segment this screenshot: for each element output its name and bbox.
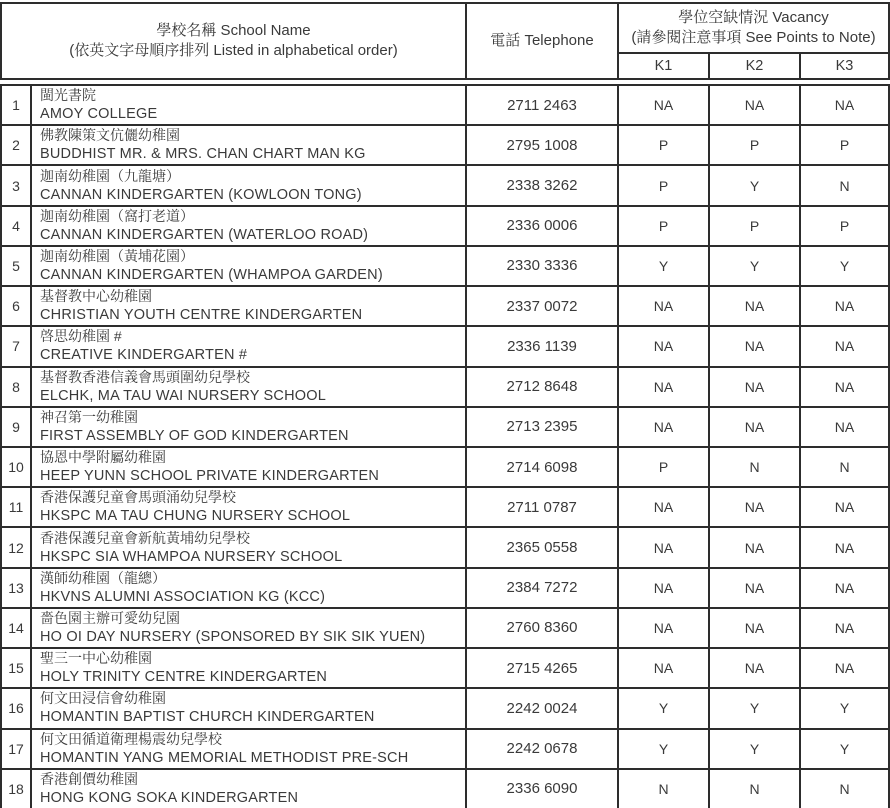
school-name-cell <box>31 407 466 447</box>
school-name-chinese: 聖三一中心幼稚園 <box>40 650 152 667</box>
vacancy-k3-cell: NA <box>800 527 889 567</box>
school-name-english: CANNAN KINDERGARTEN (WATERLOO ROAD) <box>40 226 369 243</box>
row-number: 4 <box>1 206 31 246</box>
school-name-cell <box>31 85 466 125</box>
school-name-english: HKSPC SIA WHAMPOA NURSERY SCHOOL <box>40 548 343 565</box>
school-name-chinese: 基督教香港信義會馬頭圍幼兒學校 <box>40 368 250 385</box>
vacancy-k2-cell: NA <box>709 648 800 688</box>
phone-cell: 2712 8648 <box>466 367 618 407</box>
table-row <box>1 729 889 769</box>
phone-cell: 2338 3262 <box>466 165 618 205</box>
school-name-english: CHRISTIAN YOUTH CENTRE KINDERGARTEN <box>40 307 363 324</box>
vacancy-k3-cell: NA <box>800 85 889 125</box>
vacancy-k3-cell: NA <box>800 487 889 527</box>
vacancy-k1-cell: NA <box>618 487 709 527</box>
school-name-cell <box>31 165 466 205</box>
vacancy-header-line2: (請參閱注意事項 See Points to Note) <box>631 29 876 46</box>
school-name-cell <box>31 729 466 769</box>
vacancy-k1-cell: NA <box>618 85 709 125</box>
vacancy-k3-cell: NA <box>800 608 889 648</box>
vacancy-k2-cell: Y <box>709 688 800 728</box>
vacancy-k2-cell: NA <box>709 487 800 527</box>
vacancy-k3-cell: Y <box>800 688 889 728</box>
row-number: 5 <box>1 246 31 286</box>
table-row <box>1 125 889 165</box>
vacancy-k3-cell: N <box>800 447 889 487</box>
vacancy-k3-cell: P <box>800 206 889 246</box>
table-row <box>1 206 889 246</box>
vacancy-k1-cell: P <box>618 206 709 246</box>
school-name-english: CANNAN KINDERGARTEN (WHAMPOA GARDEN) <box>40 266 383 283</box>
phone-cell: 2336 1139 <box>466 326 618 366</box>
school-name-chinese: 佛教陳策文伉儷幼稚園 <box>40 127 180 144</box>
vacancy-k2-cell: NA <box>709 407 800 447</box>
school-name-english: CREATIVE KINDERGARTEN # <box>40 347 248 364</box>
table-row <box>1 769 889 808</box>
vacancy-k2-cell: NA <box>709 326 800 366</box>
school-table <box>0 84 890 808</box>
phone-cell: 2711 2463 <box>466 85 618 125</box>
row-number: 6 <box>1 286 31 326</box>
school-name-english: HEEP YUNN SCHOOL PRIVATE KINDERGARTEN <box>40 468 380 485</box>
vacancy-k2-cell: N <box>709 447 800 487</box>
vacancy-k3-cell: NA <box>800 326 889 366</box>
vacancy-k2-cell: NA <box>709 527 800 567</box>
phone-cell: 2242 0024 <box>466 688 618 728</box>
phone-cell: 2715 4265 <box>466 648 618 688</box>
school-name-header-line1: 學校名稱 School Name <box>156 22 311 39</box>
phone-cell: 2365 0558 <box>466 527 618 567</box>
vacancy-k1-cell: NA <box>618 608 709 648</box>
school-name-english: HOLY TRINITY CENTRE KINDERGARTEN <box>40 669 328 686</box>
phone-cell: 2384 7272 <box>466 568 618 608</box>
row-number: 11 <box>1 487 31 527</box>
column-header-school-name <box>1 3 466 79</box>
column-header-k3: K3 <box>800 53 889 79</box>
table-row <box>1 85 889 125</box>
school-name-english: HKVNS ALUMNI ASSOCIATION KG (KCC) <box>40 588 326 605</box>
school-name-cell <box>31 326 466 366</box>
school-name-cell <box>31 246 466 286</box>
vacancy-k1-cell: P <box>618 165 709 205</box>
column-header-k1: K1 <box>618 53 709 79</box>
vacancy-k1-cell: NA <box>618 286 709 326</box>
school-name-header-line2: (依英文字母順序排列 Listed in alphabetical order) <box>69 42 398 59</box>
school-name-english: HOMANTIN YANG MEMORIAL METHODIST PRE-SCH <box>40 749 409 766</box>
vacancy-k1-cell: NA <box>618 326 709 366</box>
phone-cell: 2242 0678 <box>466 729 618 769</box>
school-name-chinese: 香港保護兒童會馬頭涌幼兒學校 <box>40 489 236 506</box>
school-name-cell <box>31 568 466 608</box>
school-name-chinese: 迦南幼稚園（九龍塘） <box>40 167 180 184</box>
school-name-chinese: 何文田浸信會幼稚園 <box>40 690 166 707</box>
vacancy-k3-cell: Y <box>800 246 889 286</box>
school-name-cell <box>31 367 466 407</box>
row-number: 9 <box>1 407 31 447</box>
vacancy-k2-cell: P <box>709 206 800 246</box>
table-row <box>1 407 889 447</box>
school-name-cell <box>31 769 466 808</box>
school-name-cell <box>31 527 466 567</box>
vacancy-k2-cell: NA <box>709 286 800 326</box>
school-name-cell <box>31 688 466 728</box>
phone-cell: 2711 0787 <box>466 487 618 527</box>
vacancy-k1-cell: P <box>618 447 709 487</box>
vacancy-k2-cell: NA <box>709 85 800 125</box>
school-name-chinese: 啓思幼稚園 # <box>40 328 122 345</box>
phone-cell: 2330 3336 <box>466 246 618 286</box>
school-name-cell <box>31 447 466 487</box>
school-name-cell <box>31 487 466 527</box>
vacancy-k2-cell: Y <box>709 246 800 286</box>
vacancy-k2-cell: P <box>709 125 800 165</box>
row-number: 13 <box>1 568 31 608</box>
row-number: 18 <box>1 769 31 808</box>
table-row <box>1 568 889 608</box>
row-number: 16 <box>1 688 31 728</box>
vacancy-k3-cell: NA <box>800 648 889 688</box>
phone-cell: 2760 8360 <box>466 608 618 648</box>
table-row <box>1 487 889 527</box>
vacancy-k3-cell: NA <box>800 568 889 608</box>
vacancy-k3-cell: NA <box>800 286 889 326</box>
school-name-chinese: 迦南幼稚園（窩打老道） <box>40 207 194 224</box>
vacancy-k1-cell: Y <box>618 246 709 286</box>
table-row <box>1 608 889 648</box>
phone-cell: 2336 6090 <box>466 769 618 808</box>
vacancy-k1-cell: NA <box>618 367 709 407</box>
row-number: 10 <box>1 447 31 487</box>
table-header <box>0 2 890 80</box>
school-name-chinese: 閩光書院 <box>40 87 96 104</box>
column-header-telephone: 電話 Telephone <box>466 3 618 79</box>
school-name-chinese: 嗇色園主辦可愛幼兒園 <box>40 609 180 626</box>
school-name-chinese: 何文田循道衛理楊震幼兒學校 <box>40 730 222 747</box>
school-name-cell <box>31 648 466 688</box>
vacancy-k1-cell: NA <box>618 527 709 567</box>
vacancy-k1-cell: N <box>618 769 709 808</box>
school-name-chinese: 香港創價幼稚園 <box>40 770 138 787</box>
phone-cell: 2714 6098 <box>466 447 618 487</box>
school-name-english: CANNAN KINDERGARTEN (KOWLOON TONG) <box>40 186 362 203</box>
vacancy-k1-cell: NA <box>618 407 709 447</box>
phone-cell: 2713 2395 <box>466 407 618 447</box>
school-name-english: BUDDHIST MR. & MRS. CHAN CHART MAN KG <box>40 146 366 163</box>
school-name-chinese: 迦南幼稚園（黃埔花園） <box>40 247 194 264</box>
vacancy-k1-cell: NA <box>618 568 709 608</box>
vacancy-k3-cell: NA <box>800 407 889 447</box>
row-number: 1 <box>1 85 31 125</box>
phone-cell: 2795 1008 <box>466 125 618 165</box>
table-row <box>1 447 889 487</box>
school-name-cell <box>31 608 466 648</box>
vacancy-k1-cell: P <box>618 125 709 165</box>
school-name-cell <box>31 206 466 246</box>
column-header-k2: K2 <box>709 53 800 79</box>
school-name-english: AMOY COLLEGE <box>40 106 158 123</box>
school-name-cell <box>31 125 466 165</box>
school-name-english: HKSPC MA TAU CHUNG NURSERY SCHOOL <box>40 508 351 525</box>
vacancy-k1-cell: Y <box>618 729 709 769</box>
table-row <box>1 326 889 366</box>
vacancy-k2-cell: NA <box>709 568 800 608</box>
table-row <box>1 286 889 326</box>
row-number: 8 <box>1 367 31 407</box>
vacancy-k2-cell: NA <box>709 608 800 648</box>
vacancy-k3-cell: Y <box>800 729 889 769</box>
table-row <box>1 527 889 567</box>
school-name-english: HO OI DAY NURSERY (SPONSORED BY SIK SIK YUEN) <box>40 628 426 645</box>
table-row <box>1 246 889 286</box>
vacancy-k3-cell: N <box>800 769 889 808</box>
row-number: 3 <box>1 165 31 205</box>
table-row <box>1 165 889 205</box>
vacancy-k3-cell: NA <box>800 367 889 407</box>
school-name-chinese: 協恩中學附屬幼稚園 <box>40 449 166 466</box>
school-name-chinese: 基督教中心幼稚園 <box>40 288 152 305</box>
table-row <box>1 367 889 407</box>
vacancy-k2-cell: Y <box>709 165 800 205</box>
phone-cell: 2336 0006 <box>466 206 618 246</box>
vacancy-k3-cell: P <box>800 125 889 165</box>
row-number: 2 <box>1 125 31 165</box>
vacancy-k2-cell: Y <box>709 729 800 769</box>
row-number: 12 <box>1 527 31 567</box>
school-name-chinese: 香港保護兒童會新航黃埔幼兒學校 <box>40 529 250 546</box>
phone-cell: 2337 0072 <box>466 286 618 326</box>
column-header-vacancy <box>618 3 889 53</box>
school-name-cell <box>31 286 466 326</box>
school-name-english: ELCHK, MA TAU WAI NURSERY SCHOOL <box>40 387 326 404</box>
school-name-english: HOMANTIN BAPTIST CHURCH KINDERGARTEN <box>40 709 375 726</box>
row-number: 14 <box>1 608 31 648</box>
school-name-english: FIRST ASSEMBLY OF GOD KINDERGARTEN <box>40 427 349 444</box>
row-number: 7 <box>1 326 31 366</box>
table-row <box>1 648 889 688</box>
vacancy-k1-cell: NA <box>618 648 709 688</box>
school-name-chinese: 漢師幼稚園（龍總） <box>40 569 166 586</box>
vacancy-k2-cell: NA <box>709 367 800 407</box>
row-number: 15 <box>1 648 31 688</box>
school-name-english: HONG KONG SOKA KINDERGARTEN <box>40 789 299 806</box>
vacancy-k3-cell: N <box>800 165 889 205</box>
school-table-body <box>1 85 889 808</box>
vacancy-header-line1: 學位空缺情況 Vacancy <box>678 9 829 26</box>
school-name-chinese: 神召第一幼稚園 <box>40 408 138 425</box>
vacancy-k1-cell: Y <box>618 688 709 728</box>
table-row <box>1 688 889 728</box>
row-number: 17 <box>1 729 31 769</box>
vacancy-k2-cell: N <box>709 769 800 808</box>
